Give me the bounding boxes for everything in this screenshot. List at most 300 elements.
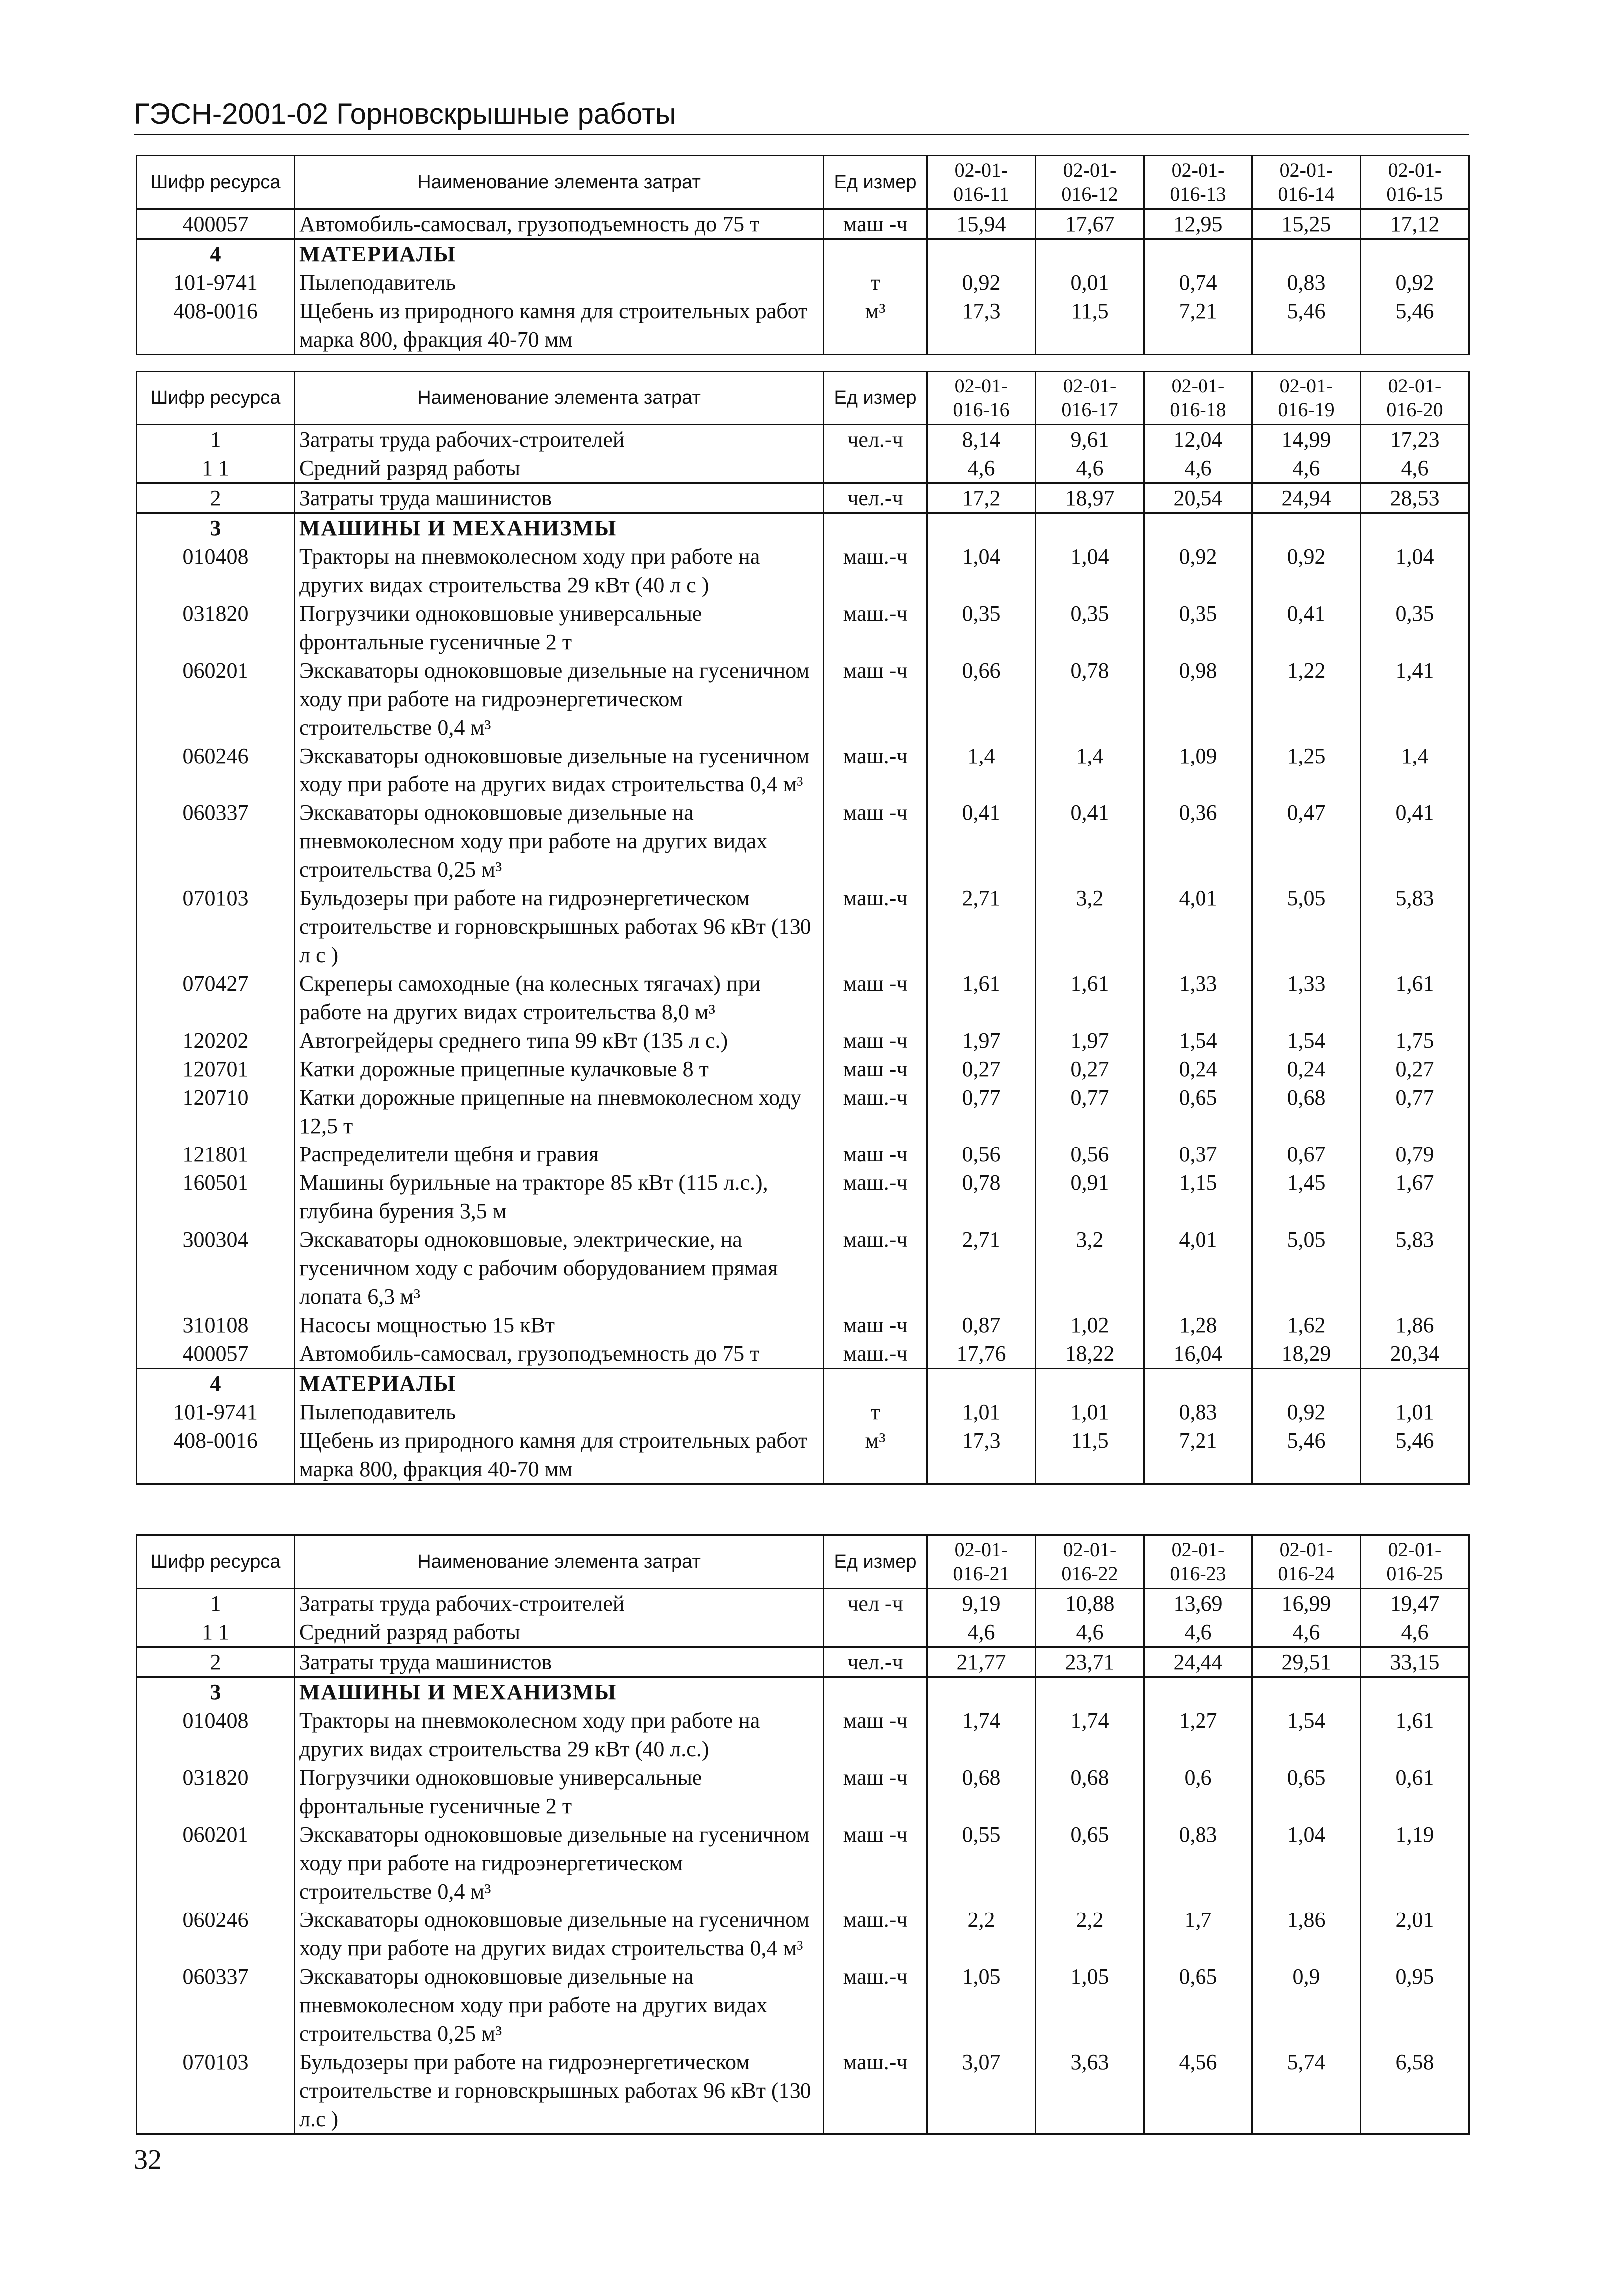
resource-name: Автомобиль-самосвал, грузоподъемность до 75 т: [295, 209, 824, 239]
norm-value: [927, 239, 1036, 269]
resource-code: 031820: [137, 1763, 295, 1820]
norm-value: 5,83: [1361, 884, 1469, 969]
norm-value: 0,35: [1361, 599, 1469, 656]
norm-value: 2,01: [1361, 1906, 1469, 1962]
resource-table: [136, 155, 1470, 355]
norm-value: 12,95: [1144, 209, 1252, 239]
resource-code: 010408: [137, 542, 295, 599]
resource-name: Экскаваторы одноковшовые дизельные на пневмоколесном ходу при работе на других видах строительства 0,25 м³: [295, 1962, 824, 2048]
norm-value: 1,04: [1036, 542, 1144, 599]
norm-value: 33,15: [1361, 1647, 1469, 1677]
norm-value: 18,22: [1036, 1339, 1144, 1369]
resource-code: 031820: [137, 599, 295, 656]
norm-value: [1144, 239, 1252, 269]
resource-name: Автомобиль-самосвал, грузоподъемность до 75 т: [295, 1339, 824, 1369]
norm-value: 3,2: [1036, 1225, 1144, 1311]
norm-value: 0,91: [1036, 1168, 1144, 1225]
header-norm-code: 02-01- 016-22: [1036, 1535, 1144, 1589]
resource-name: МАТЕРИАЛЫ: [295, 1369, 824, 1398]
norm-value: 4,6: [1252, 1618, 1361, 1647]
norm-value: 0,79: [1361, 1140, 1469, 1168]
resource-unit: маш.-ч: [824, 1339, 927, 1369]
norm-value: 1,54: [1252, 1026, 1361, 1055]
norm-value: 1,54: [1144, 1026, 1252, 1055]
norm-value: 11,5: [1036, 297, 1144, 355]
resource-unit: т: [824, 1398, 927, 1426]
table-row: [137, 2048, 1469, 2134]
table-row: [137, 798, 1469, 884]
norm-value: 0,77: [1036, 1083, 1144, 1140]
norm-value: [927, 1677, 1036, 1707]
norm-value: 20,54: [1144, 483, 1252, 513]
norm-value: 1,01: [927, 1398, 1036, 1426]
resource-code: 070427: [137, 969, 295, 1026]
norm-value: 0,83: [1144, 1820, 1252, 1906]
resource-unit: маш.-ч: [824, 2048, 927, 2134]
norm-value: 16,04: [1144, 1339, 1252, 1369]
resource-unit: [824, 513, 927, 543]
norm-value: 2,71: [927, 1225, 1036, 1311]
table-row: [137, 1706, 1469, 1763]
norm-value: 1,97: [1036, 1026, 1144, 1055]
table-row: [137, 1962, 1469, 2048]
resource-name: Тракторы на пневмоколесном ходу при работе на других видах строительства 29 кВт (40 л с ): [295, 542, 824, 599]
norm-value: [1252, 1677, 1361, 1707]
norm-value: 8,14: [927, 425, 1036, 454]
resource-unit: маш.-ч: [824, 884, 927, 969]
norm-value: 4,6: [1252, 454, 1361, 483]
header-name: Наименование элемента затрат: [295, 156, 824, 209]
norm-value: 0,27: [1036, 1055, 1144, 1083]
header-norm-code: 02-01- 016-25: [1361, 1535, 1469, 1589]
table-row: [137, 969, 1469, 1026]
norm-value: 4,01: [1144, 884, 1252, 969]
resource-unit: маш.-ч: [824, 1962, 927, 2048]
resource-unit: маш.-ч: [824, 742, 927, 798]
header-norm-code: 02-01- 016-11: [927, 156, 1036, 209]
resource-code: 2: [137, 1647, 295, 1677]
norm-value: 3,63: [1036, 2048, 1144, 2134]
resource-name: Пылеподавитель: [295, 1398, 824, 1426]
norm-value: [1252, 513, 1361, 543]
norm-value: 17,3: [927, 1426, 1036, 1484]
resource-name: Средний разряд работы: [295, 1618, 824, 1647]
resource-code: 4: [137, 239, 295, 269]
resource-code: 101-9741: [137, 268, 295, 297]
norm-value: [1144, 513, 1252, 543]
norm-value: 2,71: [927, 884, 1036, 969]
norm-value: [1036, 239, 1144, 269]
resource-name: Экскаваторы одноковшовые дизельные на пневмоколесном ходу при работе на других видах строительства 0,25 м³: [295, 798, 824, 884]
norm-value: 4,56: [1144, 2048, 1252, 2134]
norm-value: 0,92: [1252, 1398, 1361, 1426]
resource-name: Тракторы на пневмоколесном ходу при работе на других видах строительства 29 кВт (40 л.с.): [295, 1706, 824, 1763]
norm-value: 1,67: [1361, 1168, 1469, 1225]
norm-value: 0,41: [1036, 798, 1144, 884]
norm-value: 28,53: [1361, 483, 1469, 513]
norm-value: 1,05: [927, 1962, 1036, 2048]
norm-value: 1,74: [927, 1706, 1036, 1763]
norm-value: 0,83: [1252, 268, 1361, 297]
resource-unit: маш.-ч: [824, 542, 927, 599]
norm-value: 0,65: [1036, 1820, 1144, 1906]
norm-value: 0,24: [1144, 1055, 1252, 1083]
norm-value: 1,54: [1252, 1706, 1361, 1763]
norm-value: 1,04: [927, 542, 1036, 599]
norm-value: 1,09: [1144, 742, 1252, 798]
table-row: [137, 742, 1469, 798]
norm-value: 0,56: [1036, 1140, 1144, 1168]
resource-table: [136, 1534, 1470, 2135]
table-row: [137, 483, 1469, 513]
norm-value: [927, 1369, 1036, 1398]
resource-name: Бульдозеры при работе на гидроэнергетическом строительстве и горновскрышных работах 96 кВт (130 л с ): [295, 884, 824, 969]
resource-code: 2: [137, 483, 295, 513]
norm-value: 19,47: [1361, 1589, 1469, 1618]
norm-value: 0,98: [1144, 656, 1252, 742]
resource-table-3: [136, 1534, 1468, 2135]
norm-value: 0,24: [1252, 1055, 1361, 1083]
header-norm-code: 02-01- 016-23: [1144, 1535, 1252, 1589]
norm-value: 4,6: [1036, 1618, 1144, 1647]
norm-value: 18,97: [1036, 483, 1144, 513]
norm-value: 1,01: [1361, 1398, 1469, 1426]
norm-value: [1144, 1369, 1252, 1398]
norm-value: 0,68: [1036, 1763, 1144, 1820]
resource-code: 060246: [137, 1906, 295, 1962]
norm-value: 0,95: [1361, 1962, 1469, 2048]
norm-value: 4,6: [1144, 1618, 1252, 1647]
norm-value: 0,67: [1252, 1140, 1361, 1168]
header-name: Наименование элемента затрат: [295, 1535, 824, 1589]
resource-code: 408-0016: [137, 297, 295, 355]
resource-name: МАТЕРИАЛЫ: [295, 239, 824, 269]
norm-value: [1144, 1677, 1252, 1707]
resource-unit: чел.-ч: [824, 483, 927, 513]
resource-code: 1 1: [137, 1618, 295, 1647]
norm-value: 0,47: [1252, 798, 1361, 884]
table-header-row: [137, 372, 1469, 425]
norm-value: 4,6: [1144, 454, 1252, 483]
resource-unit: маш.-ч: [824, 1906, 927, 1962]
resource-unit: маш -ч: [824, 1763, 927, 1820]
section-heading-row: [137, 239, 1469, 269]
resource-name: Насосы мощностью 15 кВт: [295, 1311, 824, 1339]
norm-value: 1,45: [1252, 1168, 1361, 1225]
norm-value: 4,6: [927, 454, 1036, 483]
resource-name: Скреперы самоходные (на колесных тягачах) при работе на других видах строительства 8,0 м³: [295, 969, 824, 1026]
table-row: [137, 268, 1469, 297]
norm-value: 0,78: [1036, 656, 1144, 742]
norm-value: 3,07: [927, 2048, 1036, 2134]
table-row: [137, 1618, 1469, 1647]
resource-code: 400057: [137, 209, 295, 239]
resource-name: Распределители щебня и гравия: [295, 1140, 824, 1168]
resource-code: 160501: [137, 1168, 295, 1225]
resource-unit: [824, 1677, 927, 1707]
header-norm-code: 02-01- 016-13: [1144, 156, 1252, 209]
norm-value: 4,6: [1361, 1618, 1469, 1647]
norm-value: 1,27: [1144, 1706, 1252, 1763]
resource-unit: маш -ч: [824, 969, 927, 1026]
norm-value: 4,6: [1036, 454, 1144, 483]
resource-name: МАШИНЫ И МЕХАНИЗМЫ: [295, 513, 824, 543]
norm-value: 0,92: [927, 268, 1036, 297]
norm-value: [1036, 513, 1144, 543]
norm-value: 0,92: [1144, 542, 1252, 599]
table-row: [137, 884, 1469, 969]
norm-value: 1,4: [1036, 742, 1144, 798]
norm-value: 1,61: [1361, 969, 1469, 1026]
resource-code: 1: [137, 425, 295, 454]
table-row: [137, 542, 1469, 599]
resource-name: Щебень из природного камня для строительных работ марка 800, фракция 40-70 мм: [295, 297, 824, 355]
resource-name: Экскаваторы одноковшовые дизельные на гусеничном ходу при работе на других видах строительства 0,4 м³: [295, 1906, 824, 1962]
header-norm-code: 02-01- 016-19: [1252, 372, 1361, 425]
resource-unit: чел.-ч: [824, 425, 927, 454]
section-heading-row: [137, 1677, 1469, 1707]
norm-value: 11,5: [1036, 1426, 1144, 1484]
table-row: [137, 1906, 1469, 1962]
resource-code: 300304: [137, 1225, 295, 1311]
norm-value: 4,6: [927, 1618, 1036, 1647]
norm-value: 14,99: [1252, 425, 1361, 454]
norm-value: 0,41: [1252, 599, 1361, 656]
table-row: [137, 599, 1469, 656]
resource-code: 060201: [137, 656, 295, 742]
norm-value: 0,6: [1144, 1763, 1252, 1820]
resource-code: 060337: [137, 1962, 295, 2048]
norm-value: 0,83: [1144, 1398, 1252, 1426]
norm-value: 0,35: [1144, 599, 1252, 656]
norm-value: 17,3: [927, 297, 1036, 355]
norm-value: 1,04: [1361, 542, 1469, 599]
norm-value: 1,4: [927, 742, 1036, 798]
norm-value: 17,76: [927, 1339, 1036, 1369]
resource-name: Пылеподавитель: [295, 268, 824, 297]
norm-value: 0,92: [1361, 268, 1469, 297]
norm-value: 0,77: [927, 1083, 1036, 1140]
norm-value: 1,61: [927, 969, 1036, 1026]
norm-value: 1,41: [1361, 656, 1469, 742]
norm-value: 1,01: [1036, 1398, 1144, 1426]
header-name: Наименование элемента затрат: [295, 372, 824, 425]
norm-value: 5,46: [1252, 297, 1361, 355]
resource-unit: маш.-ч: [824, 599, 927, 656]
norm-value: 0,74: [1144, 268, 1252, 297]
header-norm-code: 02-01- 016-18: [1144, 372, 1252, 425]
resource-unit: [824, 1618, 927, 1647]
norm-value: 0,35: [1036, 599, 1144, 656]
norm-value: 9,19: [927, 1589, 1036, 1618]
resource-unit: маш -ч: [824, 1026, 927, 1055]
norm-value: 4,01: [1144, 1225, 1252, 1311]
norm-value: 15,25: [1252, 209, 1361, 239]
norm-value: 1,86: [1361, 1311, 1469, 1339]
resource-name: Экскаваторы одноковшовые дизельные на гусеничном ходу при работе на других видах строительства 0,4 м³: [295, 742, 824, 798]
resource-unit: [824, 239, 927, 269]
resource-table: [136, 371, 1470, 1485]
norm-value: 2,2: [927, 1906, 1036, 1962]
header-norm-code: 02-01- 016-21: [927, 1535, 1036, 1589]
section-heading-row: [137, 1369, 1469, 1398]
resource-unit: [824, 1369, 927, 1398]
norm-value: 17,12: [1361, 209, 1469, 239]
header-unit: Ед измер: [824, 156, 927, 209]
norm-value: 0,36: [1144, 798, 1252, 884]
norm-value: 0,92: [1252, 542, 1361, 599]
norm-value: 1,28: [1144, 1311, 1252, 1339]
resource-name: Щебень из природного камня для строительных работ марка 800, фракция 40-70 мм: [295, 1426, 824, 1484]
table-row: [137, 1225, 1469, 1311]
resource-unit: чел.-ч: [824, 1647, 927, 1677]
table-row: [137, 425, 1469, 454]
norm-value: 1,22: [1252, 656, 1361, 742]
header-unit: Ед измер: [824, 1535, 927, 1589]
norm-value: 23,71: [1036, 1647, 1144, 1677]
resource-unit: маш.-ч: [824, 1168, 927, 1225]
table-row: [137, 1140, 1469, 1168]
norm-value: 0,68: [1252, 1083, 1361, 1140]
header-code: Шифр ресурса: [137, 1535, 295, 1589]
resource-code: 120202: [137, 1026, 295, 1055]
resource-code: 400057: [137, 1339, 295, 1369]
header-rule: [134, 134, 1469, 135]
norm-value: 0,78: [927, 1168, 1036, 1225]
resource-name: Экскаваторы одноковшовые дизельные на гусеничном ходу при работе на гидроэнергетическом строительстве 0,4 м³: [295, 1820, 824, 1906]
norm-value: [1361, 1369, 1469, 1398]
norm-value: 1,97: [927, 1026, 1036, 1055]
norm-value: 9,61: [1036, 425, 1144, 454]
norm-value: 0,55: [927, 1820, 1036, 1906]
norm-value: 0,27: [927, 1055, 1036, 1083]
norm-value: 0,56: [927, 1140, 1036, 1168]
page-header: ГЭСН-2001-02 Горновскрышные работы: [134, 98, 676, 130]
table-row: [137, 1168, 1469, 1225]
norm-value: 0,35: [927, 599, 1036, 656]
resource-unit: м³: [824, 1426, 927, 1484]
resource-code: 3: [137, 513, 295, 543]
resource-name: Затраты труда рабочих-строителей: [295, 425, 824, 454]
table-row: [137, 1426, 1469, 1484]
norm-value: 5,83: [1361, 1225, 1469, 1311]
resource-unit: т: [824, 268, 927, 297]
norm-value: 5,46: [1361, 1426, 1469, 1484]
resource-code: 060246: [137, 742, 295, 798]
resource-name: Погрузчики одноковшовые универсальные фронтальные гусеничные 2 т: [295, 599, 824, 656]
header-code: Шифр ресурса: [137, 372, 295, 425]
norm-value: 7,21: [1144, 297, 1252, 355]
norm-value: 1,61: [1361, 1706, 1469, 1763]
resource-name: Экскаваторы одноковшовые дизельные на гусеничном ходу при работе на гидроэнергетическом строительстве 0,4 м³: [295, 656, 824, 742]
section-heading-row: [137, 513, 1469, 543]
resource-code: 120701: [137, 1055, 295, 1083]
resource-unit: маш -ч: [824, 1055, 927, 1083]
resource-unit: м³: [824, 297, 927, 355]
resource-name: Средний разряд работы: [295, 454, 824, 483]
resource-table-2: [136, 371, 1468, 1485]
resource-unit: маш -ч: [824, 1706, 927, 1763]
resource-unit: маш -ч: [824, 209, 927, 239]
resource-unit: маш -ч: [824, 798, 927, 884]
header-norm-code: 02-01- 016-14: [1252, 156, 1361, 209]
resource-name: МАШИНЫ И МЕХАНИЗМЫ: [295, 1677, 824, 1707]
norm-value: 1,02: [1036, 1311, 1144, 1339]
norm-value: 0,41: [927, 798, 1036, 884]
norm-value: 13,69: [1144, 1589, 1252, 1618]
page-number: 32: [134, 2144, 162, 2175]
resource-unit: маш -ч: [824, 1820, 927, 1906]
header-norm-code: 02-01- 016-24: [1252, 1535, 1361, 1589]
resource-name: Экскаваторы одноковшовые, электрические, на гусеничном ходу с рабочим оборудованием прямая лопата 6,3 м³: [295, 1225, 824, 1311]
resource-code: 4: [137, 1369, 295, 1398]
table-row: [137, 656, 1469, 742]
norm-value: 5,46: [1252, 1426, 1361, 1484]
resource-name: Катки дорожные прицепные на пневмоколесном ходу 12,5 т: [295, 1083, 824, 1140]
norm-value: 6,58: [1361, 2048, 1469, 2134]
resource-name: Погрузчики одноковшовые универсальные фронтальные гусеничные 2 т: [295, 1763, 824, 1820]
table-row: [137, 1026, 1469, 1055]
resource-table-1: [136, 155, 1468, 355]
norm-value: 0,87: [927, 1311, 1036, 1339]
norm-value: 1,19: [1361, 1820, 1469, 1906]
table-row: [137, 454, 1469, 483]
norm-value: 1,7: [1144, 1906, 1252, 1962]
norm-value: 17,23: [1361, 425, 1469, 454]
resource-unit: маш.-ч: [824, 1083, 927, 1140]
norm-value: 15,94: [927, 209, 1036, 239]
resource-unit: [824, 454, 927, 483]
norm-value: [1252, 1369, 1361, 1398]
norm-value: 0,65: [1144, 1962, 1252, 2048]
norm-value: 0,37: [1144, 1140, 1252, 1168]
norm-value: 0,65: [1144, 1083, 1252, 1140]
norm-value: [1361, 513, 1469, 543]
resource-code: 060337: [137, 798, 295, 884]
norm-value: 1,62: [1252, 1311, 1361, 1339]
norm-value: 1,25: [1252, 742, 1361, 798]
header-norm-code: 02-01- 016-16: [927, 372, 1036, 425]
norm-value: 0,41: [1361, 798, 1469, 884]
norm-value: 21,77: [927, 1647, 1036, 1677]
norm-value: 4,6: [1361, 454, 1469, 483]
resource-unit: чел -ч: [824, 1589, 927, 1618]
table-row: [137, 1763, 1469, 1820]
resource-code: 3: [137, 1677, 295, 1707]
norm-value: 1,61: [1036, 969, 1144, 1026]
norm-value: [927, 513, 1036, 543]
norm-value: 29,51: [1252, 1647, 1361, 1677]
norm-value: 5,05: [1252, 884, 1361, 969]
resource-name: Катки дорожные прицепные кулачковые 8 т: [295, 1055, 824, 1083]
norm-value: 1,15: [1144, 1168, 1252, 1225]
table-row: [137, 1398, 1469, 1426]
norm-value: 5,46: [1361, 297, 1469, 355]
norm-value: 18,29: [1252, 1339, 1361, 1369]
norm-value: 0,27: [1361, 1055, 1469, 1083]
header-norm-code: 02-01- 016-20: [1361, 372, 1469, 425]
header-norm-code: 02-01- 016-12: [1036, 156, 1144, 209]
norm-value: 24,94: [1252, 483, 1361, 513]
norm-value: [1036, 1369, 1144, 1398]
norm-value: 7,21: [1144, 1426, 1252, 1484]
resource-code: 060201: [137, 1820, 295, 1906]
table-row: [137, 1820, 1469, 1906]
norm-value: 1,74: [1036, 1706, 1144, 1763]
norm-value: 1,86: [1252, 1906, 1361, 1962]
norm-value: 1,75: [1361, 1026, 1469, 1055]
table-row: [137, 209, 1469, 239]
